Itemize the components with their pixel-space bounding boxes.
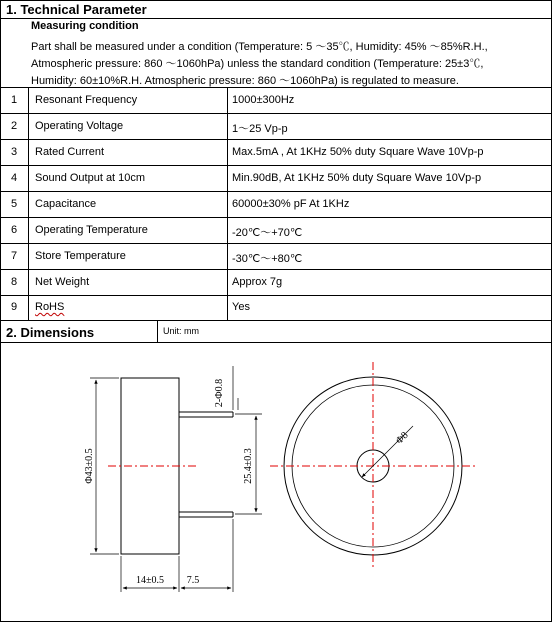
param-name: Sound Output at 10cm: [35, 172, 146, 184]
row-number: 9: [10, 301, 18, 313]
unit-note: Unit: mm: [163, 326, 199, 336]
row-number: 4: [10, 172, 18, 184]
param-name: Operating Voltage: [35, 120, 124, 132]
param-name: Net Weight: [35, 276, 90, 288]
param-name: Rated Current: [35, 146, 105, 158]
row-number: 5: [10, 198, 18, 210]
condition-line-1: Part shall be measured under a condition (Temperature: 5 ～35℃, Humidity: 45% ～85%R.H.,: [31, 41, 488, 53]
param-value: -20℃～+70℃: [232, 227, 303, 239]
row-number: 2: [10, 120, 18, 132]
pin-bottom: [179, 512, 233, 517]
condition-line-3: Humidity: 60±10%R.H. Atmospheric pressure: 860 ～1060hPa) is regulated to measure.: [31, 75, 459, 87]
param-value: 1000±300Hz: [232, 94, 295, 106]
param-value: -30℃～+80℃: [232, 253, 303, 265]
row-number: 8: [10, 276, 18, 288]
hole-diameter-label: Φ8: [393, 429, 411, 447]
param-value: Yes: [232, 301, 250, 313]
param-name: RoHS: [35, 301, 65, 313]
row-number: 7: [10, 250, 18, 262]
height-label: 14±0.5: [136, 575, 164, 586]
param-name: Capacitance: [35, 198, 97, 210]
param-value: Min.90dB, At 1KHz 50% duty Square Wave 10Vp-p: [232, 172, 482, 184]
param-name: Store Temperature: [35, 250, 126, 262]
param-name: Operating Temperature: [35, 224, 148, 236]
param-value: Max.5mA , At 1KHz 50% duty Square Wave 10Vp-p: [232, 146, 484, 158]
param-value: Approx 7g: [232, 276, 283, 288]
section-dimensions-title: 2. Dimensions: [6, 325, 95, 340]
measuring-condition-heading: Measuring condition: [31, 20, 139, 32]
pin-top: [179, 412, 233, 417]
pin-diameter-label: 2-Φ0.8: [214, 378, 225, 408]
pin-spacing-label: 25.4±0.3: [243, 448, 254, 484]
condition-line-2: Atmospheric pressure: 860 ～1060hPa) unless the standard condition (Temperature: 25±3℃,: [31, 58, 484, 70]
row-number: 1: [10, 94, 18, 106]
param-value: 60000±30% pF At 1KHz: [232, 198, 350, 210]
row-number: 6: [10, 224, 18, 236]
param-name: Resonant Frequency: [35, 94, 138, 106]
pin-length-label: 7.5: [186, 575, 200, 586]
body-diameter-label: Φ43±0.5: [84, 448, 95, 484]
param-value: 1～25 Vp-p: [232, 123, 288, 135]
row-number: 3: [10, 146, 18, 158]
section-technical-parameter-title: 1. Technical Parameter: [6, 2, 147, 17]
